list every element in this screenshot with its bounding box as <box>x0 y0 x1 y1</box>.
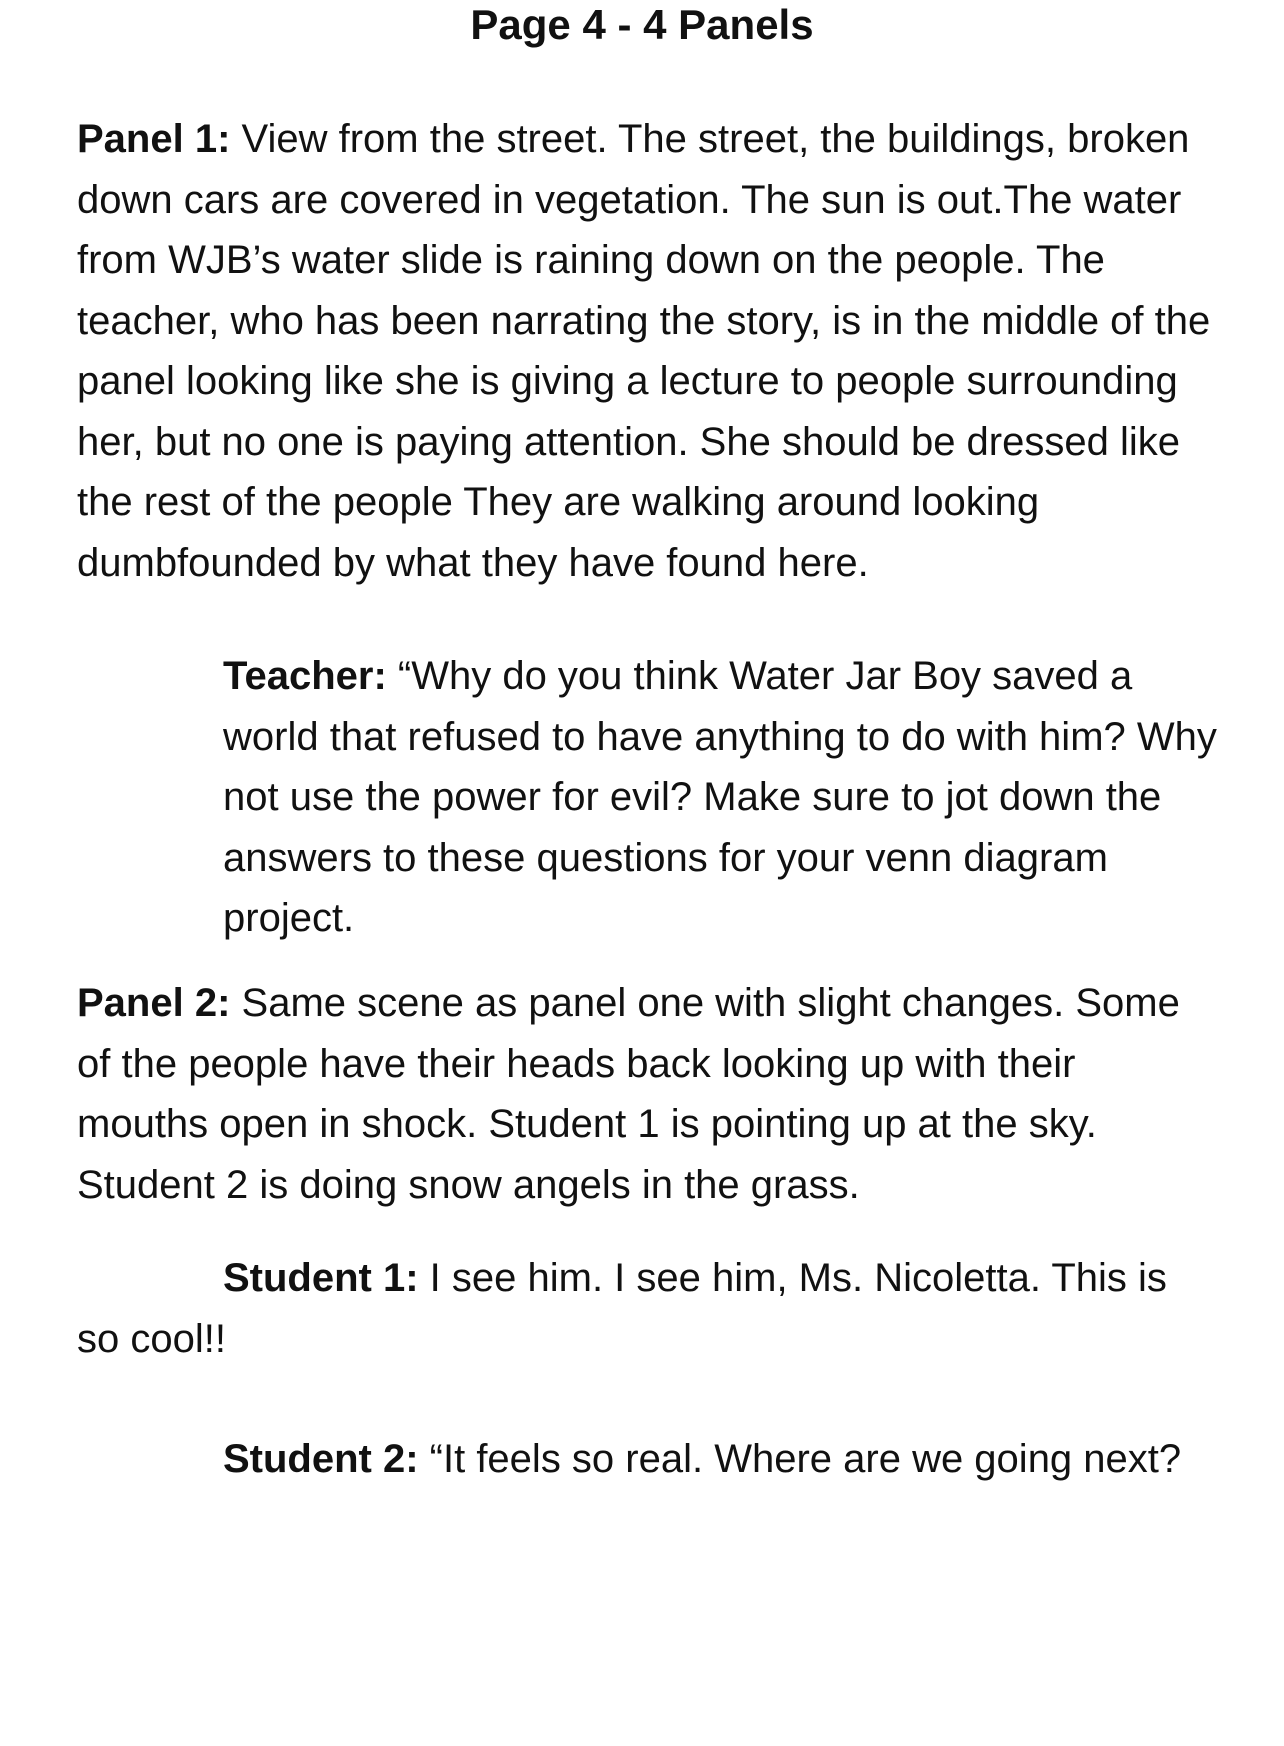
student-2-dialogue-text: “It feels so real. Where are we going next? <box>418 1437 1182 1481</box>
panel-1-text: View from the street. The street, the buildings, broken down cars are covered in vegetation. The sun is out.The water from WJB’s water slide is raining down on the people. The teacher, who has been narrating the story, is in the middle of the panel looking like she is giving a lecture to people surrounding her, but no one is paying attention. She should be dressed like the rest of the people They are walking around looking dumbfounded by what they have found here. <box>77 117 1211 585</box>
student-1-dialogue <box>77 1248 1217 1369</box>
teacher-speaker-label: Teacher: <box>223 654 387 698</box>
student-2-dialogue <box>77 1429 1217 1490</box>
panel-2-text: Same scene as panel one with slight changes. Some of the people have their heads back looking up with their mouths open in shock. Student 1 is pointing up at the sky. Student 2 is doing snow angels in the grass. <box>77 981 1180 1207</box>
panel-1-description <box>77 109 1217 593</box>
panel-1-label: Panel 1: <box>77 117 231 161</box>
student-1-speaker-label: Student 1: <box>223 1256 419 1300</box>
student-1-dialogue-text: I see him. I see him, Ms. Nicoletta. This is so cool!! <box>77 1256 1167 1361</box>
panel-2-description <box>77 973 1217 1215</box>
teacher-dialogue <box>223 646 1223 949</box>
panel-2-label: Panel 2: <box>77 981 231 1025</box>
teacher-dialogue-text: “Why do you think Water Jar Boy saved a world that refused to have anything to do with him? Why not use the power for evil? Make sure to jot down the answers to these questions for your venn diagram project. <box>223 654 1217 940</box>
page-title: Page 4 - 4 Panels <box>470 1 814 48</box>
student-2-speaker-label: Student 2: <box>223 1437 419 1481</box>
